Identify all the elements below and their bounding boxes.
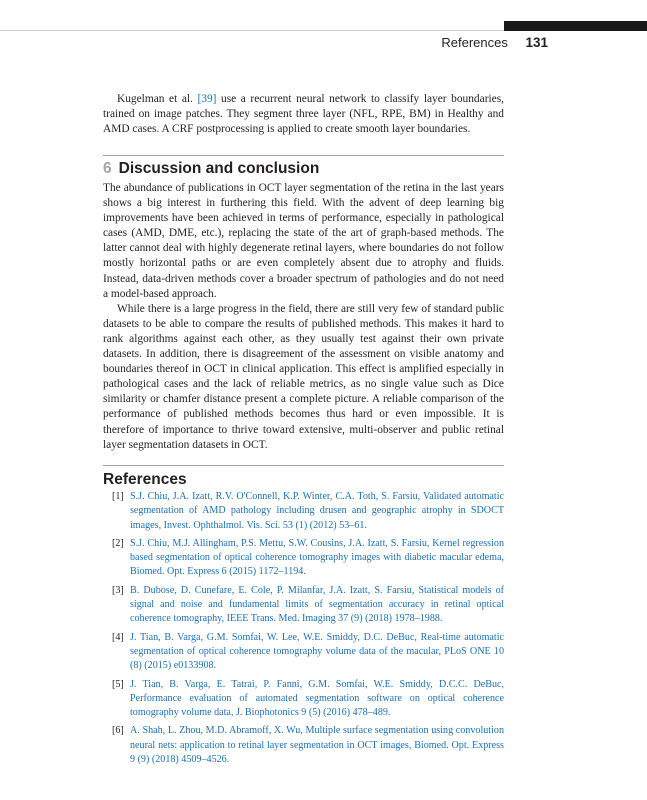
reference-number: [4]	[112, 631, 124, 643]
references-divider	[103, 465, 504, 466]
section-divider	[103, 155, 504, 156]
running-head-title: References	[441, 35, 508, 50]
header-bar	[504, 21, 647, 31]
reference-link[interactable]: J. Tian, B. Varga, E. Tatrai, P. Fanni, G.M. Somfai, W.E. Smiddy, D.C.C. DeBuc, Performance evaluation of automated segmentation software on optical coherence tomography volume data, J. Biophotonics 9 (5) (2016) 478–489.	[130, 678, 504, 719]
section-number: 6	[103, 160, 112, 177]
section-paragraph: While there is a large progress in the field, there are still very few of standard public datasets to be able to compare the results of published methods. This makes it hard to rank algorithms against each other, as they usually test against their own private datasets. In addition, there is disagreement of the assessment on visible anatomy and boundaries thereof in OCT in clinical application. This effect is amplified especially in pathological cases and the lack of reliable metrics, as no single value such as Dice similarity or chamfer distance present a complete picture. A reliable comparison of the performance of published methods becomes thus hard or even impossible. It is therefore of importance to thrive toward extensive, multi-observer and public retinal layer segmentation datasets in OCT.	[103, 302, 504, 451]
reference-item	[103, 537, 504, 580]
intro-author: Kugelman et al.	[117, 93, 193, 105]
reference-item	[103, 678, 504, 721]
reference-item	[103, 631, 504, 674]
intro-paragraph	[103, 92, 504, 138]
page-number: 131	[525, 35, 548, 50]
section-paragraph: The abundance of publications in OCT layer segmentation of the retina in the last years shows a big interest in furthering this field. With the advent of deep learning big improvements have been achieved in terms of performance, especially in pathological cases (AMD, DME, etc.), replacing the state of the art of graph-based methods. The latter cannot deal with highly degenerate retinal layers, where boundaries do not follow mostly horizontal paths or are even completely absent due to atrophy and fluids. Instead, data-driven methods cover a broader spectrum of pathologies and do not need a model-based approach.	[103, 182, 504, 300]
header-rule	[0, 30, 504, 31]
section-title: Discussion and conclusion	[118, 160, 320, 177]
section-body	[103, 181, 504, 453]
reference-number: [1]	[112, 491, 124, 502]
reference-link[interactable]: A. Shah, L. Zhou, M.D. Abramoff, X. Wu, Multiple surface segmentation using convolution neural nets: application to retinal layer segmentation in OCT images, Biomed. Opt. Express 9 (9) (2018) 4509–4526.	[130, 725, 504, 766]
references-heading: References	[103, 471, 187, 488]
reference-link[interactable]: S.J. Chiu, J.A. Izatt, R.V. O'Connell, K.P. Winter, C.A. Toth, S. Farsiu, Validated automatic segmentation of AMD pathology including drusen and geographic atrophy in SDOCT images, Invest. Ophthalmol. Vis. Sci. 53 (1) (2012) 53–61.	[130, 491, 504, 531]
reference-link[interactable]: B. Dubose, D. Cunefare, E. Cole, P. Milanfar, J.A. Izatt, S. Farsiu, Statistical models of signal and noise and fundamental limits of segmentation accuracy in retinal optical coherence tomography, IEEE Trans. Med. Imaging 37 (9) (2018) 1978–1988.	[130, 584, 504, 625]
reference-item	[103, 584, 504, 627]
section-heading	[103, 160, 319, 178]
reference-list	[103, 490, 504, 771]
intro-citation-link[interactable]: [39]	[197, 93, 217, 105]
reference-link[interactable]: J. Tian, B. Varga, G.M. Somfai, W. Lee, W.E. Smiddy, D.C. DeBuc, Real-time automatic segmentation of optical coherence tomography volume data of the macular, PLoS ONE 10 (8) (2015) e0133908.	[130, 631, 504, 672]
intro-text: use a recurrent neural network to classify layer boundaries, trained on image patches. They segment three layer (NFL, RPE, BM) in Healthy and AMD cases. A CRF postprocessing is applied to create smooth layer boundaries.	[103, 93, 504, 136]
reference-number: [5]	[112, 678, 124, 690]
reference-number: [2]	[112, 537, 124, 549]
reference-number: [6]	[112, 725, 124, 737]
reference-link[interactable]: S.J. Chiu, M.J. Allingham, P.S. Mettu, S.W. Cousins, J.A. Izatt, S. Farsiu, Kernel regression based segmentation of optical coherence tomography images with diabetic macular edema, Biomed. Opt. Express 6 (2015) 1172–1194.	[130, 537, 504, 578]
running-head	[0, 35, 548, 50]
reference-item	[103, 724, 504, 767]
reference-number: [3]	[112, 584, 124, 596]
reference-item	[103, 490, 504, 533]
